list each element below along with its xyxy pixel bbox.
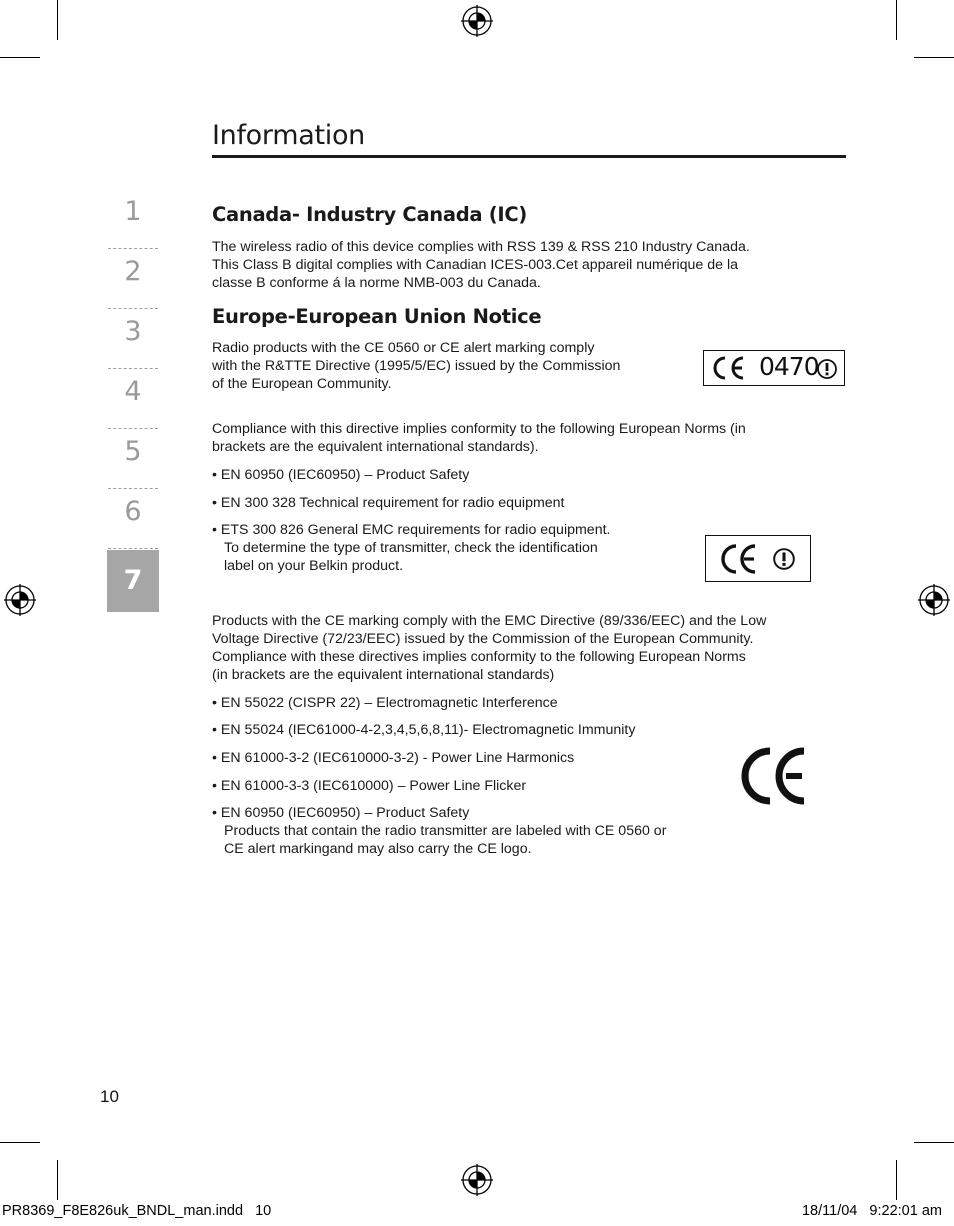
chapter-separator	[108, 548, 158, 549]
heading-rule	[212, 155, 846, 158]
list-item: • EN 60950 (IEC60950) – Product Safety	[212, 467, 470, 483]
crop-mark	[57, 0, 58, 40]
registration-mark-icon	[4, 584, 36, 616]
ce-0470-mark	[703, 350, 845, 386]
europe-intro: Radio products with the CE 0560 or CE alert marking comply with the R&TTE Directive (1995/5/EC) issued by the Commission of the European Community.	[212, 340, 621, 392]
chapter-tab-5[interactable]: 5	[107, 430, 159, 490]
registration-mark-icon	[461, 5, 493, 37]
crop-mark	[914, 57, 954, 58]
chapter-tab-7[interactable]: 7	[107, 550, 159, 612]
list-item: • EN 61000-3-3 (IEC610000) – Power Line Flicker	[212, 778, 527, 794]
list-item: • EN 55022 (CISPR 22) – Electromagnetic Interference	[212, 695, 558, 711]
ce-mark-number: 0470	[759, 352, 819, 381]
crop-mark	[0, 57, 40, 58]
registration-mark-icon	[918, 584, 950, 616]
ce-alert-mark	[705, 535, 811, 582]
footer-file-name: PR8369_F8E826uk_BNDL_man.indd 10	[2, 1203, 272, 1219]
ce-mark-icon	[708, 355, 746, 381]
list-item: • EN 61000-3-2 (IEC610000-3-2) - Power Line Harmonics	[212, 750, 575, 766]
page-number: 10	[100, 1087, 119, 1106]
crop-mark	[896, 0, 897, 40]
crop-mark	[0, 1142, 40, 1143]
chapter-tab-3[interactable]: 3	[107, 310, 159, 370]
page-title: Information	[212, 120, 365, 151]
chapter-separator	[108, 308, 158, 309]
emc-intro: Products with the CE marking comply with the EMC Directive (89/336/EEC) and the Low Voltage Directive (72/23/EEC) issued by the Commission of the European Community. Compliance with these directives implies conformity to the following European Norms (in brackets are the equivalent international standards)	[212, 613, 767, 683]
chapter-tab-1[interactable]: 1	[107, 190, 159, 250]
chapter-separator	[108, 428, 158, 429]
list-item: • EN 300 328 Technical requirement for radio equipment	[212, 495, 565, 511]
alert-mark-icon	[772, 547, 796, 571]
section-title-europe: Europe-European Union Notice	[212, 305, 542, 328]
section-title-canada: Canada- Industry Canada (IC)	[212, 203, 527, 226]
chapter-separator	[108, 248, 158, 249]
compliance-text: Compliance with this directive implies conformity to the following European Norms (in brackets are the equivalent international standards).	[212, 421, 746, 455]
list-item: • EN 60950 (IEC60950) – Product Safety Products that contain the radio transmitter are labeled with CE 0560 or CE alert markingand may also carry the CE logo.	[212, 805, 667, 857]
chapter-tab-6[interactable]: 6	[107, 490, 159, 550]
ce-mark-icon	[740, 746, 808, 806]
registration-mark-icon	[461, 1164, 493, 1196]
ce-mark-icon	[718, 543, 758, 575]
crop-mark	[896, 1160, 897, 1200]
crop-mark	[57, 1160, 58, 1200]
list-item: • EN 55024 (IEC61000-4-2,3,4,5,6,8,11)- Electromagnetic Immunity	[212, 722, 636, 738]
chapter-tab-4[interactable]: 4	[107, 370, 159, 430]
footer-timestamp: 18/11/04 9:22:01 am	[801, 1203, 942, 1219]
chapter-separator	[108, 488, 158, 489]
alert-mark-icon	[816, 358, 838, 380]
canada-body: The wireless radio of this device complies with RSS 139 & RSS 210 Industry Canada. This Class B digital complies with Canadian ICES-003.Cet appareil numérique de la classe B conforme á la norme NMB-003 du Canada.	[212, 239, 750, 291]
chapter-separator	[108, 368, 158, 369]
chapter-index	[107, 190, 159, 612]
chapter-tab-2[interactable]: 2	[107, 250, 159, 310]
crop-mark	[914, 1142, 954, 1143]
list-item: • ETS 300 826 General EMC requirements for radio equipment. To determine the type of transmitter, check the identification label on your Belkin product.	[212, 522, 611, 574]
